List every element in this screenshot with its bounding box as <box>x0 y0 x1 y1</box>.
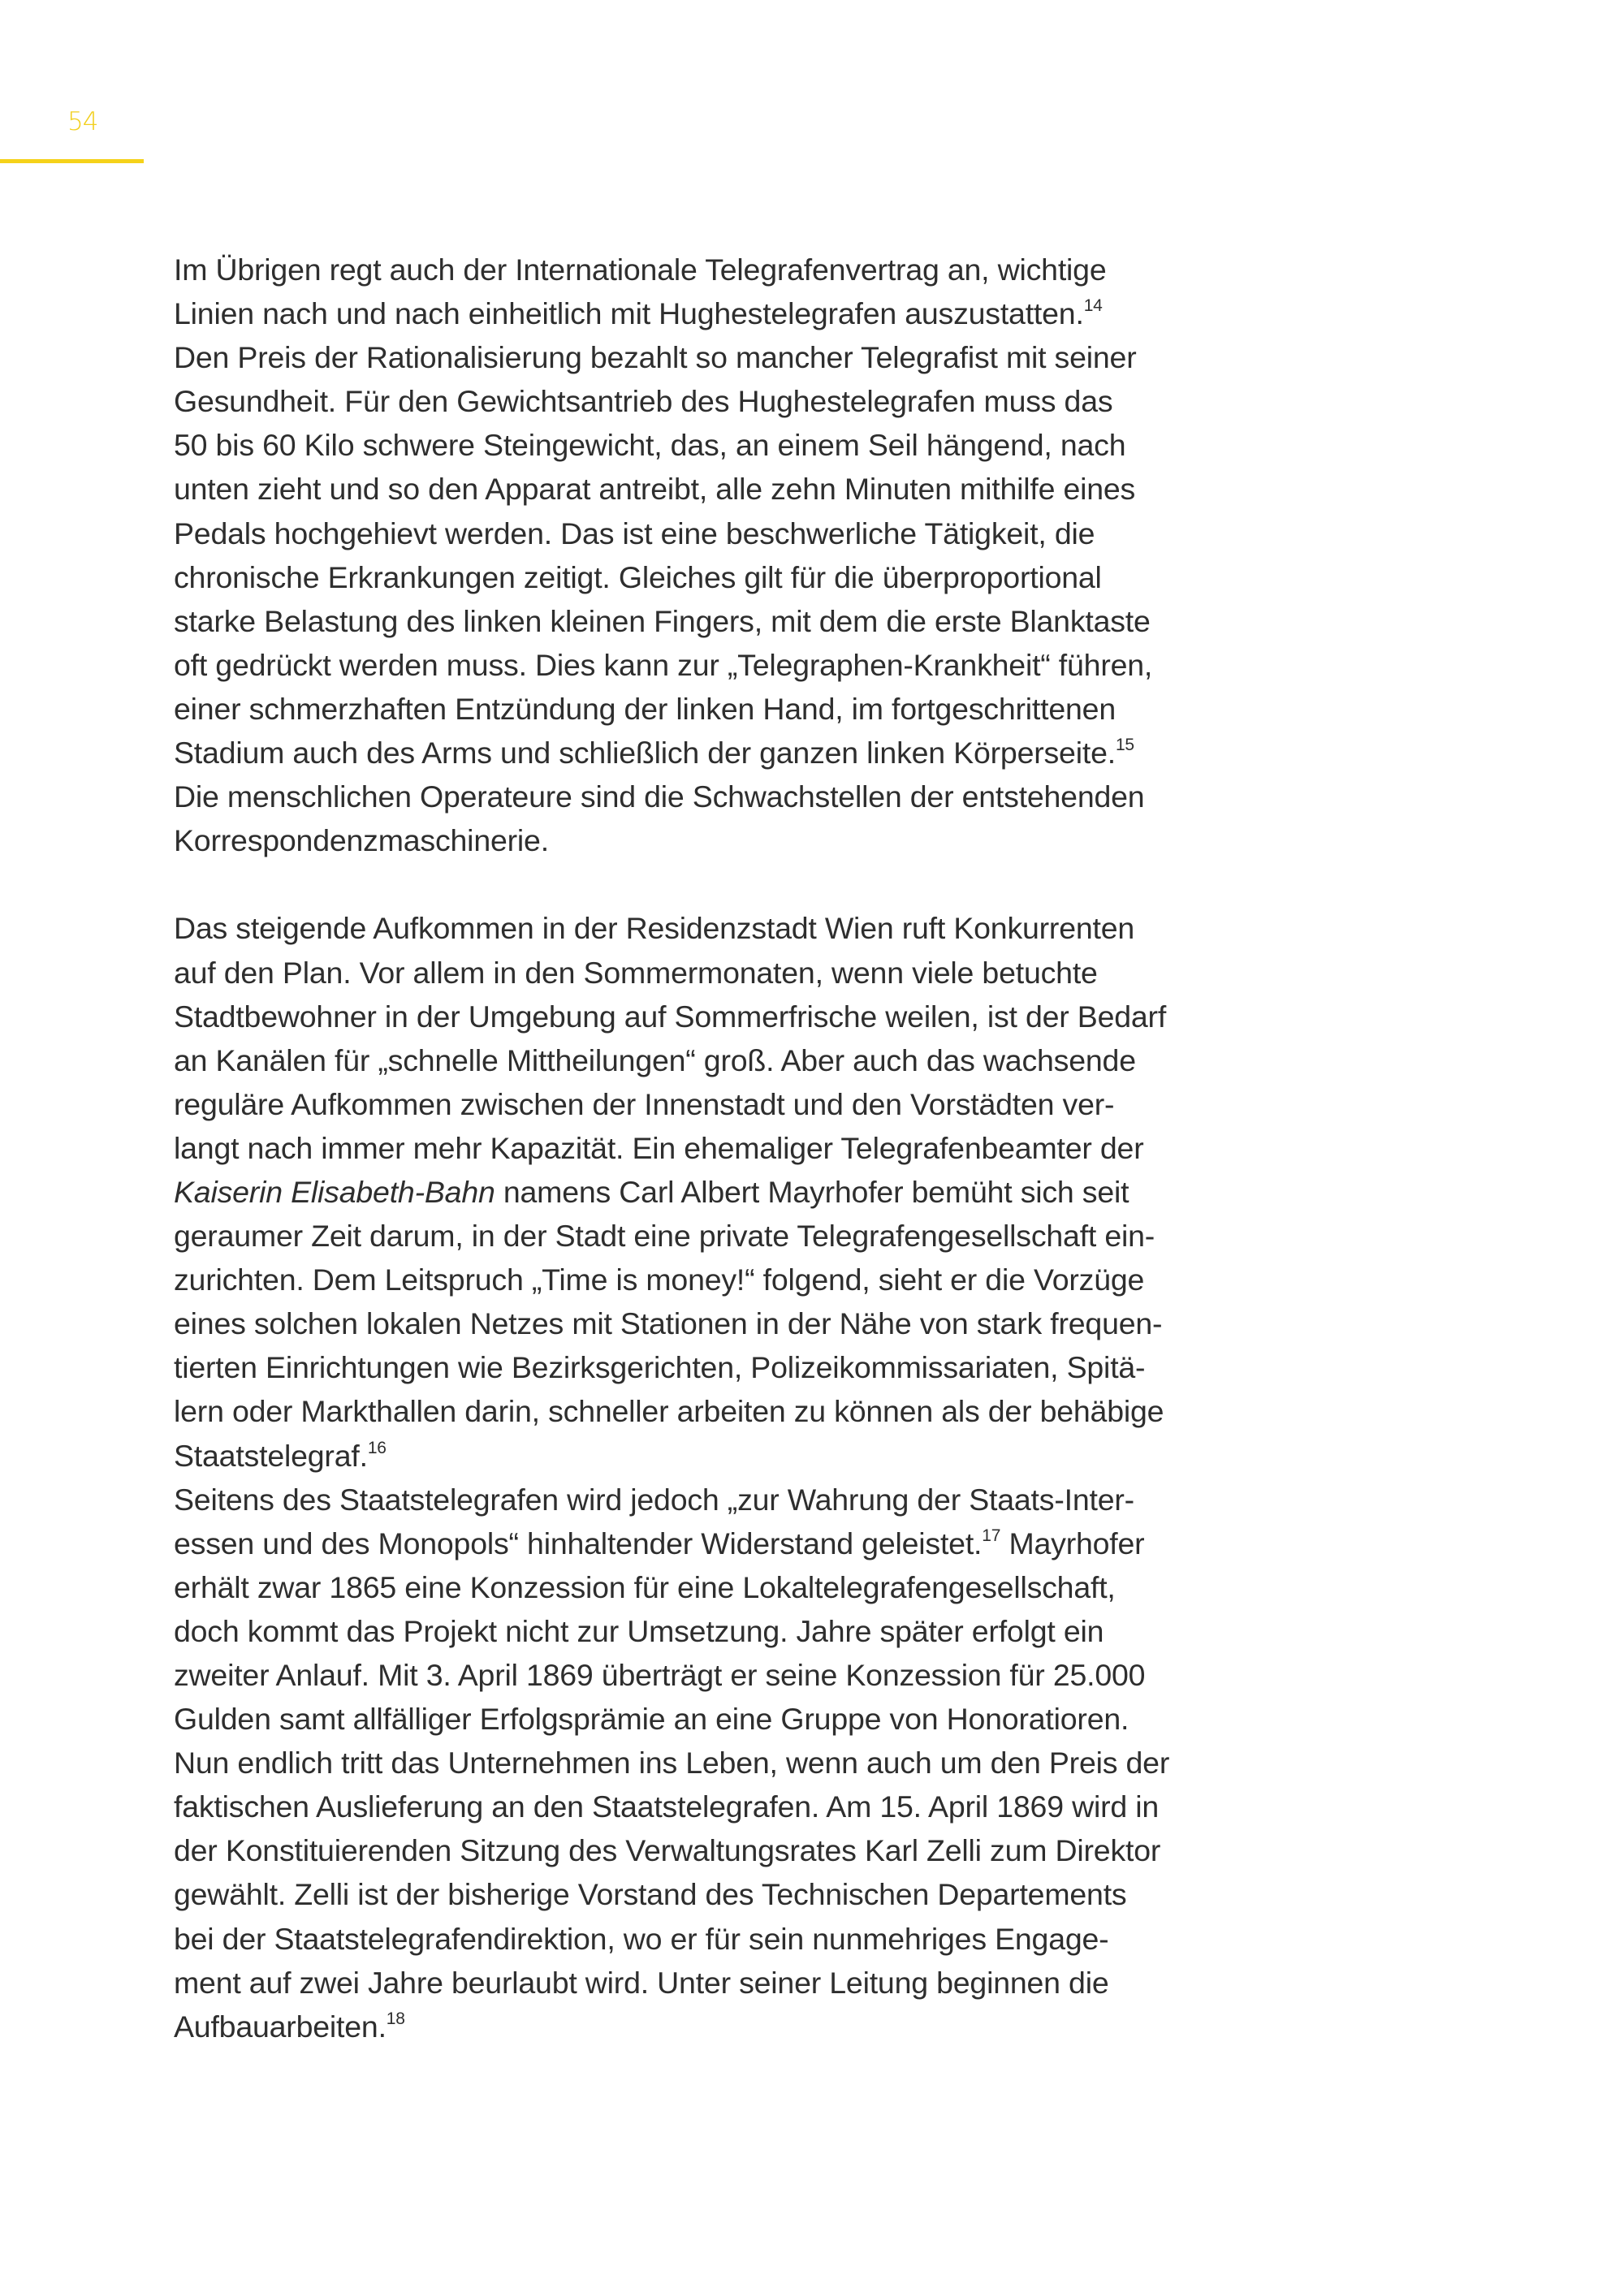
text-segment: bei der Staatstelegrafendirektion, wo er für sein nunmehriges Engage- <box>174 1921 1109 1956</box>
page-number: 54 <box>67 107 98 136</box>
text-line <box>174 906 1169 950</box>
italic-text: Kaiserin Elisabeth-Bahn <box>174 1174 495 1209</box>
text-segment: lern oder Markthallen darin, schneller arbeiten zu können als der behäbige <box>174 1394 1164 1429</box>
text-segment: erhält zwar 1865 eine Konzession für eine Lokaltelegrafengesellschaft, <box>174 1569 1116 1604</box>
text-segment: chronische Erkrankungen zeitigt. Gleiches gilt für die überproportional <box>174 559 1102 594</box>
text-segment: Gesundheit. Für den Gewichtsantrieb des Hughestelegrafen muss das <box>174 384 1113 419</box>
paragraph <box>174 1478 1169 2048</box>
text-line <box>174 775 1169 818</box>
text-line <box>174 1126 1169 1170</box>
text-segment: Korrespondenzmaschinerie. <box>174 823 549 858</box>
text-segment: Mayrhofer <box>1000 1526 1145 1560</box>
text-segment: Pedals hochgehievt werden. Das ist eine beschwerliche Tätigkeit, die <box>174 516 1095 550</box>
text-line <box>174 731 1169 775</box>
text-line <box>174 423 1169 467</box>
text-segment: Den Preis der Rationalisierung bezahlt so mancher Telegrafist mit seiner <box>174 340 1137 375</box>
footnote-ref: 17 <box>982 1526 1001 1545</box>
text-line <box>174 1082 1169 1126</box>
text-segment: unten zieht und so den Apparat antreibt, alle zehn Minuten mithilfe eines <box>174 472 1136 507</box>
text-line <box>174 1258 1169 1301</box>
text-segment: Nun endlich tritt das Unternehmen ins Leben, wenn auch um den Preis der <box>174 1746 1170 1781</box>
text-segment: essen und des Monopols“ hinhaltender Widerstand geleistet. <box>174 1526 983 1560</box>
text-line <box>174 599 1169 643</box>
text-line <box>174 467 1169 511</box>
text-line <box>174 1214 1169 1258</box>
text-segment: gewählt. Zelli ist der bisherige Vorstand des Technischen Departements <box>174 1877 1127 1912</box>
text-segment: der Konstituierenden Sitzung des Verwaltungsrates Karl Zelli zum Direktor <box>174 1833 1161 1868</box>
text-segment: 50 bis 60 Kilo schwere Steingewicht, das, an einem Seil hängend, nach <box>174 428 1126 463</box>
text-line <box>174 1170 1169 1214</box>
text-segment: doch kommt das Projekt nicht zur Umsetzung. Jahre später erfolgt ein <box>174 1613 1104 1648</box>
text-line <box>174 1872 1169 1916</box>
text-line <box>174 248 1169 291</box>
text-line <box>174 1961 1169 2005</box>
text-line <box>174 1653 1169 1697</box>
text-line <box>174 511 1169 555</box>
text-segment: starke Belastung des linken kleinen Fingers, mit dem die erste Blanktaste <box>174 603 1151 638</box>
text-line <box>174 1565 1169 1609</box>
text-segment: Die menschlichen Operateure sind die Schwachstellen der entstehenden <box>174 779 1145 814</box>
text-segment: Stadium auch des Arms und schließlich der ganzen linken Körperseite. <box>174 736 1116 770</box>
text-line <box>174 1434 1169 1478</box>
text-line <box>174 2005 1169 2048</box>
paragraph-gap <box>174 862 1169 906</box>
text-line <box>174 555 1169 599</box>
text-line <box>174 1038 1169 1082</box>
paragraph <box>174 906 1169 1477</box>
text-line <box>174 1345 1169 1389</box>
text-segment: Gulden samt allfälliger Erfolgsprämie an eine Gruppe von Honoratioren. <box>174 1702 1129 1737</box>
text-line <box>174 1389 1169 1433</box>
text-segment: Stadtbewohner in der Umgebung auf Sommerfrische weilen, ist der Bedarf <box>174 999 1167 1034</box>
text-line <box>174 687 1169 731</box>
text-line <box>174 1785 1169 1828</box>
text-segment: an Kanälen für „schnelle Mittheilungen“ groß. Aber auch das wachsende <box>174 1042 1136 1077</box>
text-line <box>174 1301 1169 1345</box>
text-segment: Aufbauarbeiten. <box>174 2009 387 2044</box>
text-segment: faktischen Auslieferung an den Staatstelegrafen. Am 15. April 1869 wird in <box>174 1789 1160 1824</box>
text-line <box>174 818 1169 862</box>
text-segment: Das steigende Aufkommen in der Residenzstadt Wien ruft Konkurrenten <box>174 911 1135 946</box>
text-segment: eines solchen lokalen Netzes mit Stationen in der Nähe von stark frequen- <box>174 1306 1163 1341</box>
footnote-ref: 16 <box>367 1438 387 1457</box>
text-segment: langt nach immer mehr Kapazität. Ein ehemaliger Telegrafenbeamter der <box>174 1130 1144 1165</box>
text-line <box>174 1741 1169 1785</box>
text-line <box>174 1478 1169 1522</box>
text-segment: Linien nach und nach einheitlich mit Hughestelegrafen auszustatten. <box>174 296 1084 331</box>
text-line <box>174 335 1169 379</box>
text-segment: namens Carl Albert Mayrhofer bemüht sich seit <box>495 1174 1129 1209</box>
text-segment: zurichten. Dem Leitspruch „Time is money!“ folgend, sieht er die Vorzüge <box>174 1263 1145 1297</box>
text-segment: zweiter Anlauf. Mit 3. April 1869 überträgt er seine Konzession für 25.000 <box>174 1658 1146 1692</box>
text-segment: geraumer Zeit darum, in der Stadt eine private Telegrafengesellschaft ein- <box>174 1219 1155 1254</box>
text-line <box>174 1522 1169 1565</box>
text-line <box>174 1697 1169 1741</box>
text-line <box>174 1828 1169 1872</box>
footnote-ref: 15 <box>1115 736 1134 755</box>
text-segment: einer schmerzhaften Entzündung der linken Hand, im fortgeschrittenen <box>174 691 1116 726</box>
text-line <box>174 291 1169 335</box>
text-line <box>174 643 1169 687</box>
paragraph <box>174 248 1169 862</box>
text-segment: oft gedrückt werden muss. Dies kann zur „Telegraphen-Krankheit“ führen, <box>174 647 1153 682</box>
text-segment: reguläre Aufkommen zwischen der Innenstadt und den Vorstädten ver- <box>174 1086 1115 1121</box>
text-segment: ment auf zwei Jahre beurlaubt wird. Unter seiner Leitung beginnen die <box>174 1965 1109 2000</box>
header-rule <box>0 159 144 163</box>
text-line <box>174 1609 1169 1653</box>
text-line <box>174 951 1169 995</box>
text-segment: Staatstelegraf. <box>174 1438 368 1473</box>
text-segment: auf den Plan. Vor allem in den Sommermonaten, wenn viele betuchte <box>174 955 1098 990</box>
footnote-ref: 14 <box>1083 296 1103 316</box>
text-segment: tierten Einrichtungen wie Bezirksgerichten, Polizeikommissariaten, Spitä- <box>174 1350 1146 1385</box>
text-line <box>174 995 1169 1038</box>
text-segment: Im Übrigen regt auch der Internationale Telegrafenvertrag an, wichtige <box>174 253 1107 287</box>
text-segment: Seitens des Staatstelegrafen wird jedoch „zur Wahrung der Staats-Inter- <box>174 1482 1134 1517</box>
body-text <box>174 248 1169 2048</box>
footnote-ref: 18 <box>386 2009 405 2028</box>
text-line <box>174 1917 1169 1961</box>
text-line <box>174 379 1169 423</box>
